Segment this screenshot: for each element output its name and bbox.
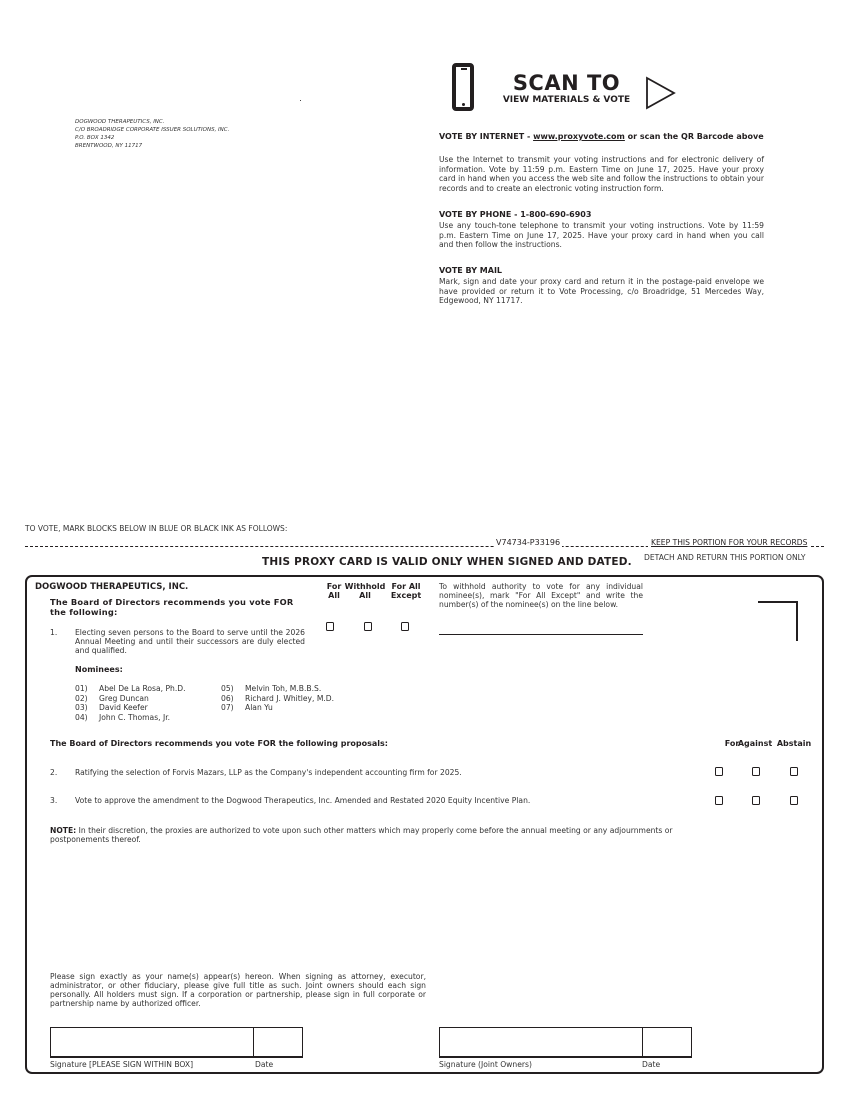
item-2-number: 2. [50,768,58,777]
vote-mail-text: Mark, sign and date your proxy card and return it in the postage-paid envelope we have provided or return it to Vote Processing, c/o Broadridge, 51 Mercedes Way, Edgewood, NY 11717. [439,277,764,305]
scan-subtitle: VIEW MATERIALS & VOTE [502,95,631,105]
keep-portion-label: KEEP THIS PORTION FOR YOUR RECORDS [648,538,810,547]
joint-date-label: Date [642,1060,661,1069]
note-paragraph: NOTE: In their discretion, the proxies are authorized to vote upon such other matters which may properly come before the annual meeting or any adjournments or postponements thereof. [50,826,673,844]
joint-signature-underline [439,1057,692,1058]
joint-signature-box[interactable] [439,1027,643,1057]
signature-label: Signature [PLEASE SIGN WITHIN BOX] [50,1060,194,1069]
nominee: 01) Abel De La Rosa, Ph.D. [75,684,186,693]
checkbox-item-2-abstain[interactable] [790,767,798,776]
item-1-text: Electing seven persons to the Board to serve until the 2026 Annual Meeting and until their successors are duly elected and qualified. [75,628,305,655]
checkbox-item-2-against[interactable] [752,767,760,776]
address-line: BRENTWOOD, NY 11717 [75,143,143,149]
corner-bracket [758,601,798,641]
nominee: 02) Greg Duncan [75,693,149,703]
address-line: DOGWOOD THERAPEUTICS, INC. [75,119,165,125]
checkbox-item-2-for[interactable] [715,767,723,776]
col-withhold-all: Withhold All [344,582,386,600]
item-1-number: 1. [50,628,58,637]
nominees-heading: Nominees: [75,665,123,674]
date-label: Date [255,1060,274,1069]
col-for-all-except: For All Except [390,582,422,600]
item-3-text: Vote to approve the amendment to the Dogwood Therapeutics, Inc. Amended and Restated 2020 Equity Incentive Plan. [75,796,531,805]
valid-notice: THIS PROXY CARD IS VALID ONLY WHEN SIGNED AND DATED. [262,556,632,568]
stray-dot [300,100,301,101]
control-code: V74734-P33196 [496,538,561,547]
date-box[interactable] [253,1027,303,1057]
nominee: 04) John C. Thomas, Jr. [75,712,171,722]
col-against: Against [737,739,773,748]
company-name: DOGWOOD THERAPEUTICS, INC. [35,582,189,592]
signing-instructions: Please sign exactly as your name(s) appear(s) hereon. When signing as attorney, executor, administrator, or other fiduciary, please give full title as such. Joint owners should each sign personally. All holders must sign. If a corporation or partnership, please sign in full corporate or partnership name by authorized officer. [50,972,426,1008]
proxyvote-link[interactable]: www.proxyvote.com [533,132,625,141]
joint-signature-label: Signature (Joint Owners) [439,1060,532,1069]
nominee: 06) Richard J. Whitley, M.D. [221,693,335,703]
play-arrow-icon [645,76,677,110]
checkbox-for-all-except[interactable] [401,622,409,631]
nominee: 07) Alan Yu [221,703,273,712]
checkbox-withhold-all[interactable] [364,622,372,631]
nominee-exception-line[interactable] [439,634,643,635]
vote-internet-heading: VOTE BY INTERNET - www.proxyvote.com or scan the QR Barcode above [439,132,764,141]
vote-mail-heading: VOTE BY MAIL [439,266,503,275]
signature-underline [50,1057,303,1058]
board-recommendation-1: The Board of Directors recommends you vote FOR the following: [50,597,294,617]
col-for-all: For All [326,582,342,600]
checkbox-item-3-abstain[interactable] [790,796,798,805]
address-line: C/O BROADRIDGE CORPORATE ISSUER SOLUTIONS, INC. [75,127,230,133]
phone-icon [452,63,474,111]
nominees-column-1 [75,684,186,722]
item-3-number: 3. [50,796,58,805]
vote-phone-text: Use any touch-tone telephone to transmit your voting instructions. Vote by 11:59 p.m. Eastern Time on June 17, 2025. Have your proxy card in hand when you call and then follow the instructions. [439,221,764,249]
vote-phone-heading: VOTE BY PHONE - 1-800-690-6903 [439,210,592,219]
detach-portion-label: DETACH AND RETURN THIS PORTION ONLY [644,553,806,562]
checkbox-item-3-for[interactable] [715,796,723,805]
scan-title: SCAN TO [512,71,621,95]
withhold-instructions: To withhold authority to vote for any individual nominee(s), mark "For All Except" and write the number(s) of the nominee(s) on the line below. [439,582,643,609]
nominee: 03) David Keefer [75,703,148,712]
nominees-column-2 [221,684,334,713]
ink-instructions: TO VOTE, MARK BLOCKS BELOW IN BLUE OR BLACK INK AS FOLLOWS: [25,524,288,533]
checkbox-item-3-against[interactable] [752,796,760,805]
col-for: For [724,739,740,748]
board-recommendation-2: The Board of Directors recommends you vote FOR the following proposals: [50,739,388,748]
vote-internet-text: Use the Internet to transmit your voting instructions and for electronic delivery of information. Vote by 11:59 p.m. Eastern Time on June 17, 2025. Have your proxy card in hand when you access the web site and follow the instructions to obtain your records and to create an electronic voting instruction form. [439,155,764,193]
checkbox-for-all[interactable] [326,622,334,631]
item-2-text: Ratifying the selection of Forvis Mazars, LLP as the Company's independent accounting firm for 2025. [75,768,462,777]
address-line: P.O. BOX 1342 [75,135,115,141]
signature-box[interactable] [50,1027,254,1057]
return-address [75,118,229,150]
col-abstain: Abstain [776,739,812,748]
nominee: 05) Melvin Toh, M.B.B.S. [221,684,322,693]
joint-date-box[interactable] [642,1027,692,1057]
